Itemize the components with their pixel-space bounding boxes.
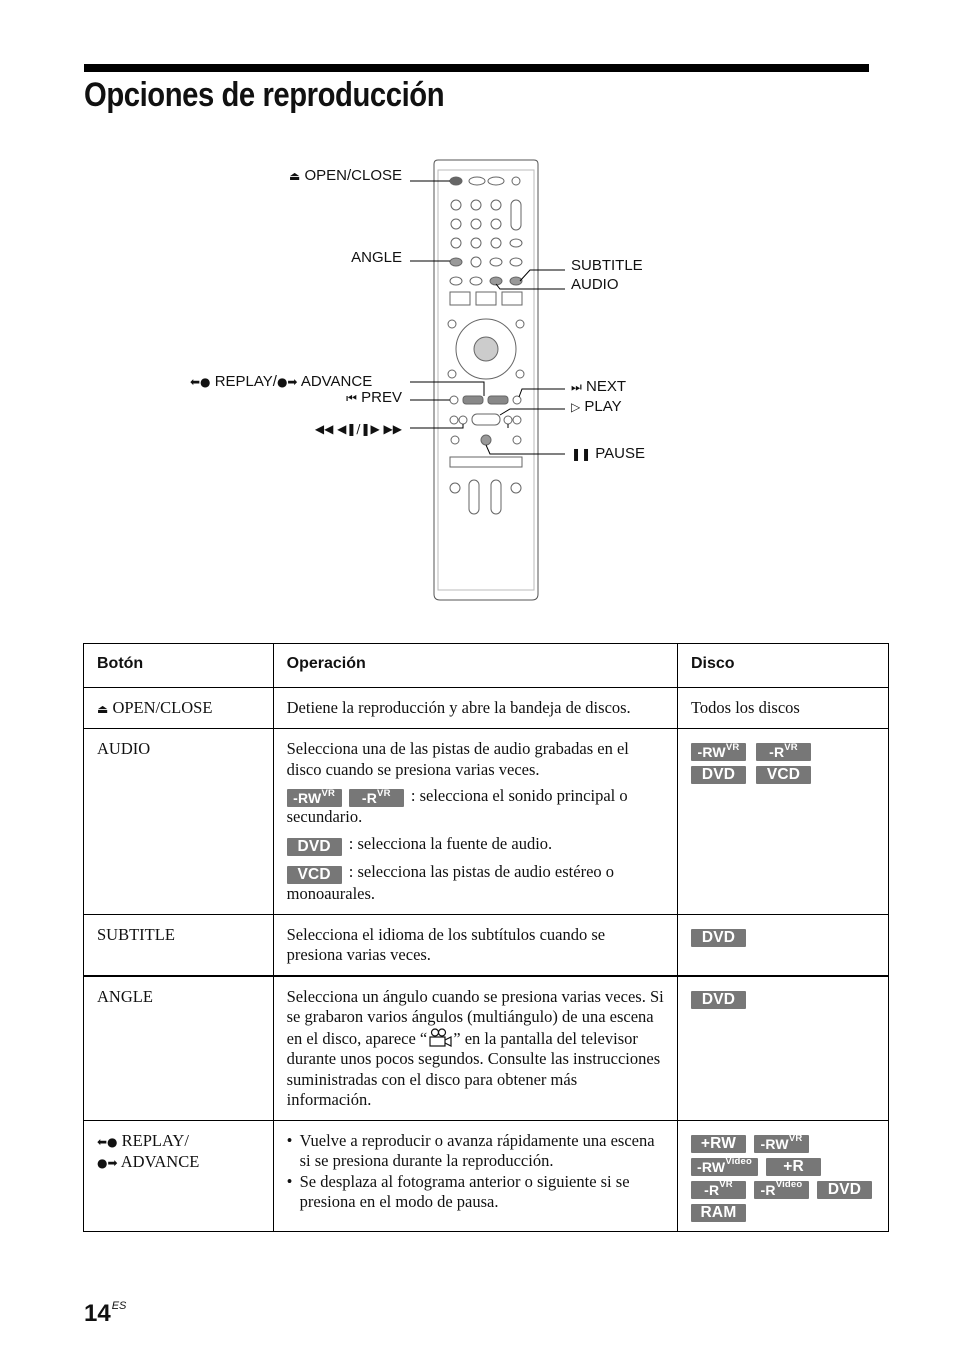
scan-slow-icon: ◀◀ ◀❚/❚▶ ▶▶ — [314, 422, 402, 436]
label-subtitle: SUBTITLE — [571, 257, 643, 274]
row-operation — [273, 1120, 677, 1231]
badge-rw-vr: -RW VR — [287, 789, 342, 807]
badge-dvd: DVD — [817, 1181, 872, 1199]
badge-r-vr: -R VR — [691, 1181, 746, 1199]
pause-icon: ❚❚ — [571, 447, 592, 461]
badge-dvd: DVD — [287, 838, 342, 856]
label-audio: AUDIO — [571, 276, 619, 293]
row-operation: Selecciona el idioma de los subtítulos cuando se presiona varias veces. — [273, 914, 677, 976]
row-operation: Selecciona una de las pistas de audio grabadas en el disco cuando se presiona varias veces. -RW VR -R VR : selecciona el sonido principal o secundario. DVD : selecciona la fuente de audio. VCD : selecciona las pistas de audio estéreo o monoaurales. — [273, 729, 677, 915]
replay-icon: ⬅● — [190, 375, 211, 389]
operations-table — [83, 643, 889, 1232]
row-disc — [677, 1120, 888, 1231]
row-button-open-close: ⏏ OPEN/CLOSE — [84, 687, 274, 729]
list-item: • Vuelve a reproducir o avanza rápidamente una escena si se presiona durante la reproducción. — [300, 1131, 664, 1172]
row-disc — [677, 729, 888, 915]
eject-icon: ⏏ — [288, 169, 301, 183]
camera-angle-icon — [427, 1028, 453, 1048]
page-title: Opciones de reproducción — [84, 76, 445, 114]
remote-control-illustration — [0, 150, 954, 610]
badge-rw-vr: -RW VR — [691, 743, 746, 761]
list-item: • Se desplaza al fotograma anterior o siguiente si se presiona en el modo de pausa. — [300, 1172, 664, 1213]
table-row — [84, 1120, 889, 1231]
advance-icon: ●➡ — [276, 375, 298, 389]
badge-r-vr: -R VR — [756, 743, 811, 761]
row-disc — [677, 976, 888, 1121]
row-button-audio: AUDIO — [84, 729, 274, 915]
label-angle: ANGLE — [351, 249, 402, 266]
header-disc: Disco — [677, 644, 888, 688]
row-disc: Todos los discos — [677, 687, 888, 729]
row-operation: Selecciona un ángulo cuando se presiona varias veces. Si se grabaron varios ángulos (multiángulo) de una escena en el disco, aparece “ ” en la pantalla del televisor durante unos pocos segundos. Consulte las instrucciones suministradas con el disco para obtener más información. — [273, 976, 677, 1121]
badge-dvd: DVD — [691, 929, 746, 947]
row-operation: Detiene la reproducción y abre la bandeja de discos. — [273, 687, 677, 729]
table-row — [84, 914, 889, 976]
label-replay-advance: ⬅● REPLAY/●➡ ADVANCE — [190, 373, 373, 390]
label-next: ⏭ NEXT — [571, 378, 626, 395]
badge-plus-r: +R — [766, 1158, 821, 1176]
label-play: ▷ PLAY — [571, 398, 622, 415]
badge-dvd: DVD — [691, 766, 746, 784]
label-open-close: ⏏ OPEN/CLOSE — [288, 167, 402, 184]
next-icon: ⏭ — [571, 380, 582, 394]
table-row — [84, 976, 889, 1121]
badge-r-video: -R Video — [754, 1181, 809, 1199]
top-rule — [84, 64, 869, 72]
remote-diagram — [0, 150, 954, 610]
prev-icon: ⏮ — [346, 391, 357, 405]
badge-plus-rw: +RW — [691, 1135, 746, 1153]
header-button: Botón — [84, 644, 274, 688]
eject-icon: ⏏ — [97, 701, 109, 716]
badge-vcd: VCD — [756, 766, 811, 784]
badge-rw-vr: -RW VR — [754, 1135, 809, 1153]
badge-dvd: DVD — [691, 991, 746, 1009]
advance-icon: ●➡ — [97, 1156, 118, 1171]
label-pause: ❚❚ PAUSE — [571, 445, 646, 462]
table-header-row — [84, 644, 889, 688]
label-scan-slow — [240, 420, 402, 438]
table-row — [84, 729, 889, 915]
row-button-angle: ANGLE — [84, 976, 274, 1121]
badge-ram: RAM — [691, 1204, 746, 1222]
header-operation: Operación — [273, 644, 677, 688]
play-icon: ▷ — [571, 400, 581, 414]
page-number: $14^{ES}$ — [84, 1300, 127, 1327]
row-button-subtitle: SUBTITLE — [84, 914, 274, 976]
row-button-replay-advance: ⬅● REPLAY/ ●➡ ADVANCE — [84, 1120, 274, 1231]
replay-icon: ⬅● — [97, 1134, 118, 1149]
operation-bullets — [287, 1131, 664, 1213]
table-row — [84, 687, 889, 729]
row-disc — [677, 914, 888, 976]
badge-r-vr: -R VR — [349, 789, 404, 807]
label-prev: ⏮ PREV — [346, 389, 402, 406]
badge-rw-video: -RW Video — [691, 1158, 758, 1176]
badge-vcd: VCD — [287, 866, 342, 884]
